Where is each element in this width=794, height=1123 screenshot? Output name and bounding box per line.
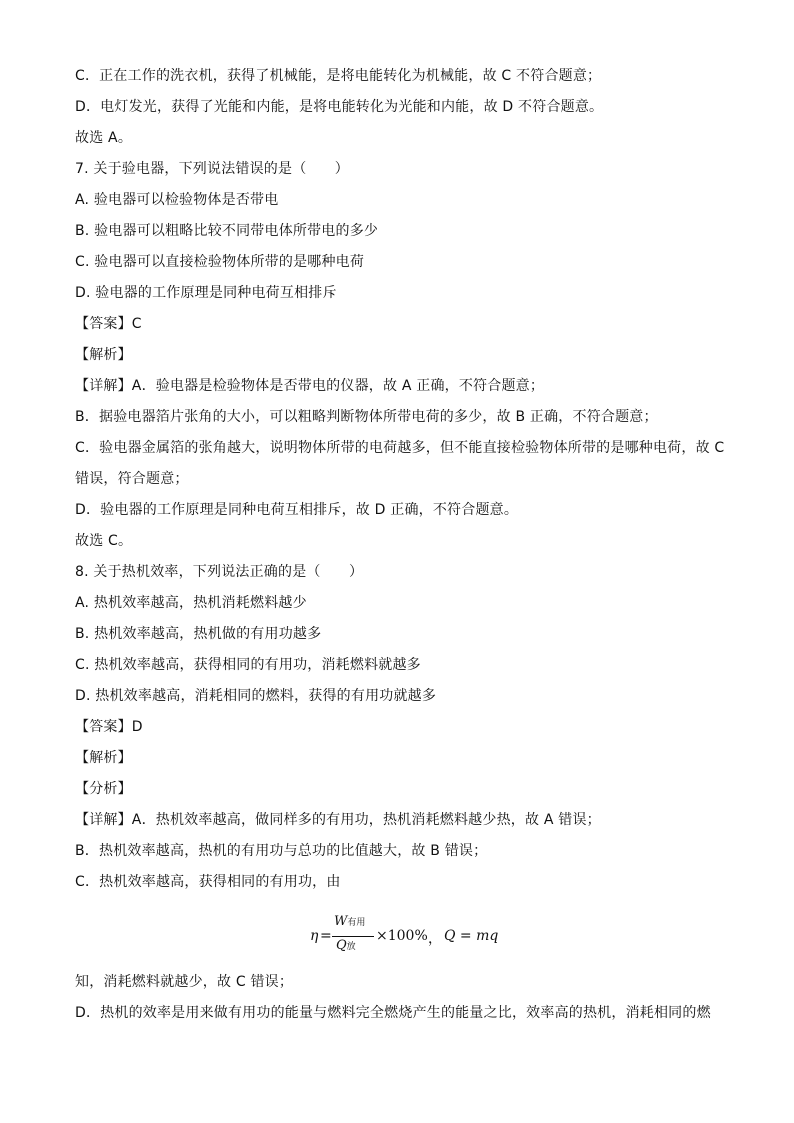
question-8-answer: 【答案】D (75, 719, 143, 735)
question-7-option-a: A. 验电器可以检验物体是否带电 (75, 192, 279, 208)
text-line: 故选 C。 (75, 533, 133, 549)
question-7-stem: 7. 关于验电器，下列说法错误的是（ ） (75, 161, 350, 177)
formula-numerator-var: W (334, 914, 348, 929)
text-line: 【详解】A．验电器是检验物体是否带电的仪器，故 A 正确，不符合题意； (75, 378, 545, 394)
question-8-option-a: A. 热机效率越高，热机消耗燃料越少 (75, 595, 307, 611)
question-7-option-d: D. 验电器的工作原理是同种电荷互相排斥 (75, 285, 337, 301)
formula-times-percent: ×100% (376, 928, 428, 944)
formula-numerator-subscript: 有用 (347, 918, 366, 928)
text-line: D．电灯发光，获得了光能和内能，是将电能转化为光能和内能，故 D 不符合题意。 (75, 99, 604, 115)
question-8-option-b: B. 热机效率越高，热机做的有用功越多 (75, 626, 322, 642)
question-8-analysis-heading: 【解析】 (75, 750, 132, 766)
question-8-stem: 8. 关于热机效率，下列说法正确的是（ ） (75, 564, 364, 580)
question-7-analysis-heading: 【解析】 (75, 347, 132, 363)
formula-numerator (334, 914, 365, 929)
text-line: C．正在工作的洗衣机，获得了机械能，是将电能转化为机械能，故 C 不符合题意； (75, 68, 602, 84)
text-line: C．热机效率越高，获得相同的有用功，由 (75, 874, 341, 890)
question-8-option-c: C. 热机效率越高，获得相同的有用功，消耗燃料就越多 (75, 657, 421, 673)
formula-fraction-bar (332, 936, 374, 937)
formula-denominator (336, 938, 356, 953)
text-line: D．验电器的工作原理是同种电荷互相排斥，故 D 正确，不符合题意。 (75, 502, 519, 518)
formula-equals: = (320, 928, 332, 944)
text-line: C．验电器金属箔的张角越大，说明物体所带的电荷越多，但不能直接检验物体所带的是哪种电荷，故 C (75, 440, 725, 456)
text-line: B．据验电器箔片张角的大小，可以粗略判断物体所带电荷的多少，故 B 正确，不符合题意； (75, 409, 658, 425)
formula-eta: η (310, 928, 319, 944)
question-7-option-c: C. 验电器可以直接检验物体所带的是哪种电荷 (75, 254, 365, 270)
text-line: B．热机效率越高，热机的有用功与总功的比值越大，故 B 错误； (75, 843, 488, 859)
text-line: 错误，符合题意； (75, 471, 189, 487)
question-7-option-b: B. 验电器可以粗略比较不同带电体所带电的多少 (75, 223, 379, 239)
formula-heat-equation: Q = mq (444, 928, 499, 944)
text-line: 故选 A。 (75, 130, 133, 146)
efficiency-formula (310, 916, 530, 960)
text-line: D．热机的效率是用来做有用功的能量与燃料完全燃烧产生的能量之比，效率高的热机，消耗相同的燃 (75, 1005, 711, 1021)
question-8-analysis-subheading: 【分析】 (75, 781, 132, 797)
question-8-option-d: D. 热机效率越高，消耗相同的燃料，获得的有用功就越多 (75, 688, 437, 704)
formula-denominator-var: Q (336, 938, 347, 953)
text-line: 【详解】A．热机效率越高，做同样多的有用功，热机消耗燃料越少热，故 A 错误； (75, 812, 601, 828)
formula-separator: ， (428, 931, 442, 947)
formula-denominator-subscript: 放 (346, 942, 356, 952)
question-7-answer: 【答案】C (75, 316, 142, 332)
text-line: 知，消耗燃料就越少，故 C 错误； (75, 974, 294, 990)
